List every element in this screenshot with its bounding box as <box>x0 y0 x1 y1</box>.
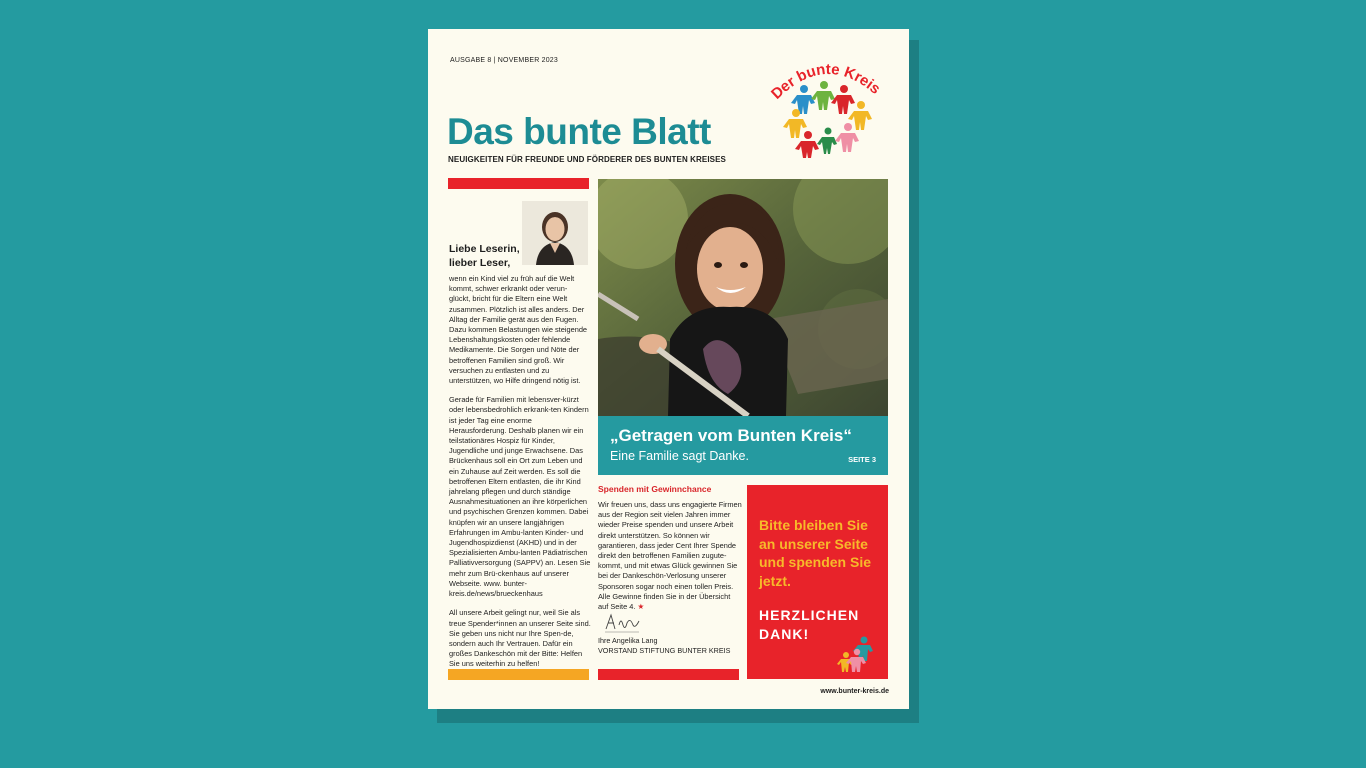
callout-text: Bitte bleiben Sie an unserer Seite und spenden Sie jetzt. <box>759 517 872 589</box>
feature-caption <box>598 416 888 475</box>
red-divider-bar <box>598 669 739 680</box>
letter-column: wenn ein Kind viel zu früh auf die Welt kommt, schwer erkrankt oder verun- glückt, bricht für die Eltern eine Welt zusammen. Plötzlich ist alles anders. Der Alltag der Familie gerät aus den Fugen. Dazu kommen Belastungen wie steigende Lebenshaltungskosten oder fehlende Medikamente. Die Sorgen und Nöte der betroffenen Familien sind groß. Wir versuchen zu entlasten und zu unterstützen, wo Hilfe dringend nötig ist. Gerade für Familien mit lebensver-kürzt oder lebensbedrohlich erkrank-ten Kindern ist jeder Tag eine enorme Herausforderung. Deshalb planen wir ein teilstationäres Hospiz für Kinder, Jugendliche und junge Erwachsene. Das Brückenhaus soll ein Ort zum Leben und ein Zuhause auf Zeit werden. Es soll die betroffenen Eltern entlasten, die ihr Kind jahrelang pflegen und durch ständige Ausnahmesituationen an ihre körperlichen und psychischen Grenzen kommen. Dabei knüpfen wir an unsere langjährigen Erfahrungen im Ambu-lanten Kinder- und Jugendhospizdienst (AKHD) und in der Spezialisierten Ambu-lanten Pädiatrischen Palliativversorgung (SAPPV) an. Lesen Sie mehr zum Brü-ckenhaus auf unserer Webseite. www. bunter-kreis.de/news/brueckenhaus All unsere Arbeit gelingt nur, weil Sie als treue Spender*innen an unserer Seite sind. Sie geben uns nicht nur Ihre Spen-de, sondern auch Ihr Vertrauen. Dafür ein großes Dankeschön mit der Bitte: Helfen Sie uns weiterhin zu helfen! <box>449 274 591 669</box>
letter-paragraph: Gerade für Familien mit lebensver-kürzt oder lebensbedrohlich erkrank-ten Kindern ist jeder Tag eine enorme Herausforderung. Deshalb planen wir ein teilstationäres Hospiz für Kinder, Jugendliche und junge Erwachsene. Das Brückenhaus soll ein Ort zum Leben und ein Zuhause auf Zeit werden. Es soll die betroffenen Eltern entlasten, die ihr Kind jahrelang pflegen und durch ständige Ausnahmesituationen an ihre körperlichen und psychischen Grenzen kommen. Dabei knüpfen wir an unsere langjährigen Erfahrungen im Ambu-lanten Kinder- und Jugendhospizdienst (AKHD) und in der Spezialisierten Ambu-lanten Pädiatrischen Palliativversorgung (SAPPV) an. Lesen Sie mehr zum Brü-ckenhaus auf unserer Webseite. www. bunter-kreis.de/news/brueckenhaus <box>449 395 591 599</box>
callout-thanks: HERZLICHEN DANK! <box>759 607 860 642</box>
newsletter-page <box>428 29 909 709</box>
orange-divider-bar <box>448 669 589 680</box>
letter-greeting: Liebe Leserin, lieber Leser, <box>449 243 520 269</box>
newsletter-subtitle: NEUIGKEITEN FÜR FREUNDE UND FÖRDERER DES BUNTEN KREISES <box>448 155 726 164</box>
issue-info: AUSGABE 8 | NOVEMBER 2023 <box>450 57 558 64</box>
donation-callout <box>747 485 888 679</box>
signature-block: Ihre Angelika Lang VORSTAND STIFTUNG BUNTER KREIS <box>598 636 731 656</box>
feature-subtitle: Eine Familie sagt Danke. <box>610 449 749 463</box>
author-portrait <box>522 201 588 265</box>
donation-body: Wir freuen uns, dass uns engagierte Firmen aus der Region seit vielen Jahren immer wieder Preise spenden und unsere Arbeit direkt unterstützen. So können wir garantieren, dass jeder Cent Ihrer Spende direkt den betroffenen Familien zugute-kommt, und mit etwas Glück gewinnen Sie bei der Dankeschön-Verlosung unserer Sponsoren sogar noch einen tollen Preis. Alle Gewinne finden Sie in der Übersicht auf Seite 4. ★ <box>598 500 742 612</box>
footer-url[interactable]: www.bunter-kreis.de <box>820 688 889 695</box>
feature-page-ref: SEITE 3 <box>848 455 876 464</box>
newsletter-title: Das bunte Blatt <box>447 111 711 152</box>
feature-title: „Getragen vom Bunten Kreis“ <box>610 426 852 445</box>
donation-heading: Spenden mit Gewinnchance <box>598 484 712 494</box>
signature-icon <box>603 611 643 635</box>
bunter-kreis-logo <box>766 51 890 161</box>
family-figures-icon <box>837 635 877 675</box>
star-icon: ★ <box>637 602 645 612</box>
logo-text: Der bunte Kreis <box>768 60 884 103</box>
logo-figures-icon <box>783 81 872 158</box>
letter-paragraph: All unsere Arbeit gelingt nur, weil Sie als treue Spender*innen an unserer Seite sind. Sie geben uns nicht nur Ihre Spen-de, sondern auch Ihr Vertrauen. Dafür ein großes Dankeschön mit der Bitte: Helfen Sie uns weiterhin zu helfen! <box>449 608 591 669</box>
feature-photo <box>598 179 888 416</box>
red-divider-bar <box>448 178 589 189</box>
